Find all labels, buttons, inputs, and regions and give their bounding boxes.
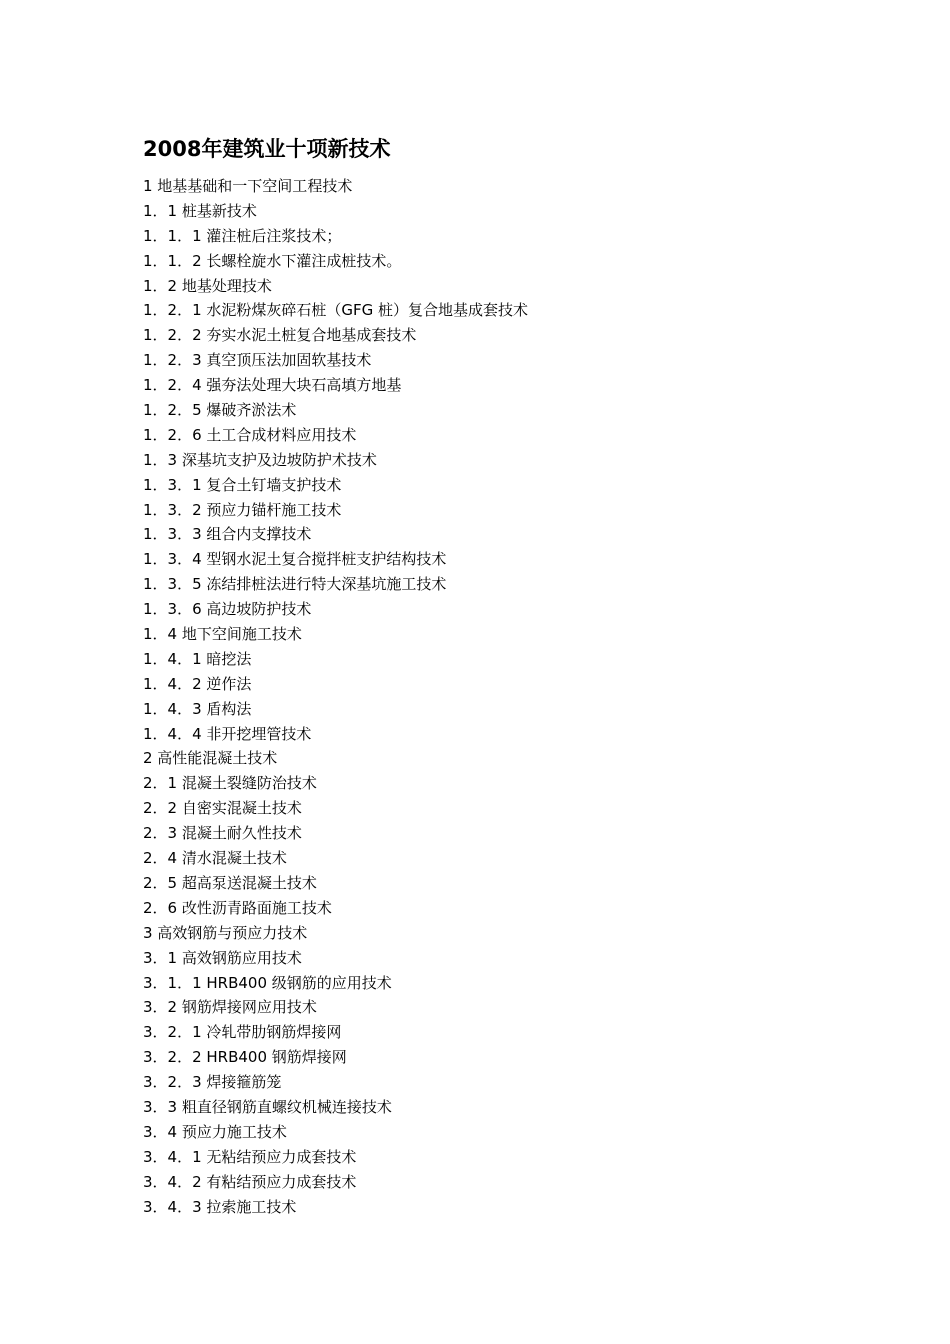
outline-item: 1．2．3 真空顶压法加固软基技术 bbox=[143, 351, 372, 370]
outline-item: 3．2．2 HRB400 钢筋焊接网 bbox=[143, 1048, 347, 1067]
outline-item: 1．3．2 预应力锚杆施工技术 bbox=[143, 500, 342, 519]
outline-item: 1．3．3 组合内支撑技术 bbox=[143, 525, 312, 544]
outline-item: 1．3．5 冻结排桩法进行特大深基坑施工技术 bbox=[143, 575, 447, 594]
outline-item: 1．2．1 水泥粉煤灰碎石桩（GFG 桩）复合地基成套技术 bbox=[143, 301, 529, 320]
outline-item: 2．5 超高泵送混凝土技术 bbox=[143, 873, 317, 892]
outline-item: 1 地基基础和一下空间工程技术 bbox=[143, 177, 353, 195]
outline-item: 1．3．4 型钢水泥土复合搅拌桩支护结构技术 bbox=[143, 550, 447, 569]
outline-item: 2 高性能混凝土技术 bbox=[143, 749, 278, 768]
outline-item: 3 高效钢筋与预应力技术 bbox=[143, 923, 308, 942]
outline-item: 1．4．1 暗挖法 bbox=[143, 649, 252, 668]
outline-item: 1．2．2 夯实水泥土桩复合地基成套技术 bbox=[143, 326, 417, 345]
outline-item: 1．1．1 灌注桩后注浆技术； bbox=[143, 226, 342, 245]
outline-item: 1．4 地下空间施工技术 bbox=[143, 625, 302, 644]
outline-item: 3．4 预应力施工技术 bbox=[143, 1122, 287, 1141]
outline-item: 1．3．1 复合土钉墙支护技术 bbox=[143, 475, 342, 494]
outline-item: 3．2．3 焊接箍筋笼 bbox=[143, 1073, 282, 1092]
outline-item: 1．1 桩基新技术 bbox=[143, 201, 257, 220]
outline-item: 1．4．2 逆作法 bbox=[143, 674, 252, 693]
outline-item: 1．3．6 高边坡防护技术 bbox=[143, 600, 312, 619]
outline-item: 1．1．2 长螺栓旋水下灌注成桩技术。 bbox=[143, 251, 402, 270]
outline-item: 1．2．4 强夯法处理大块石高填方地基 bbox=[143, 376, 402, 395]
outline-item: 3．1 高效钢筋应用技术 bbox=[143, 948, 302, 967]
outline-item: 2．6 改性沥青路面施工技术 bbox=[143, 898, 332, 917]
outline-item: 2．4 清水混凝土技术 bbox=[143, 849, 287, 868]
outline-item: 2．3 混凝土耐久性技术 bbox=[143, 824, 302, 843]
outline-item: 3．4．2 有粘结预应力成套技术 bbox=[143, 1172, 357, 1191]
outline-item: 3．2 钢筋焊接网应用技术 bbox=[143, 998, 317, 1017]
outline-item: 1．2．6 土工合成材料应用技术 bbox=[143, 425, 357, 444]
outline-item: 1．3 深基坑支护及边坡防护术技术 bbox=[143, 450, 377, 469]
outline-item: 2．2 自密实混凝土技术 bbox=[143, 799, 302, 818]
document-title: 2008年建筑业十项新技术 bbox=[143, 137, 391, 161]
outline-item: 3．4．3 拉索施工技术 bbox=[143, 1197, 297, 1216]
outline-item: 3．1．1 HRB400 级钢筋的应用技术 bbox=[143, 973, 392, 992]
outline-item: 1．2 地基处理技术 bbox=[143, 276, 272, 295]
outline-item: 1．4．3 盾构法 bbox=[143, 699, 252, 718]
outline-item: 1．2．5 爆破齐淤法术 bbox=[143, 401, 297, 420]
outline-item: 2．1 混凝土裂缝防治技术 bbox=[143, 774, 317, 793]
outline-item: 3．3 粗直径钢筋直螺纹机械连接技术 bbox=[143, 1097, 392, 1116]
outline-item: 3．2．1 冷轧带肋钢筋焊接网 bbox=[143, 1023, 342, 1042]
outline-item: 3．4．1 无粘结预应力成套技术 bbox=[143, 1147, 357, 1166]
outline-item: 1．4．4 非开挖埋管技术 bbox=[143, 724, 312, 743]
outline-list bbox=[143, 174, 528, 1219]
